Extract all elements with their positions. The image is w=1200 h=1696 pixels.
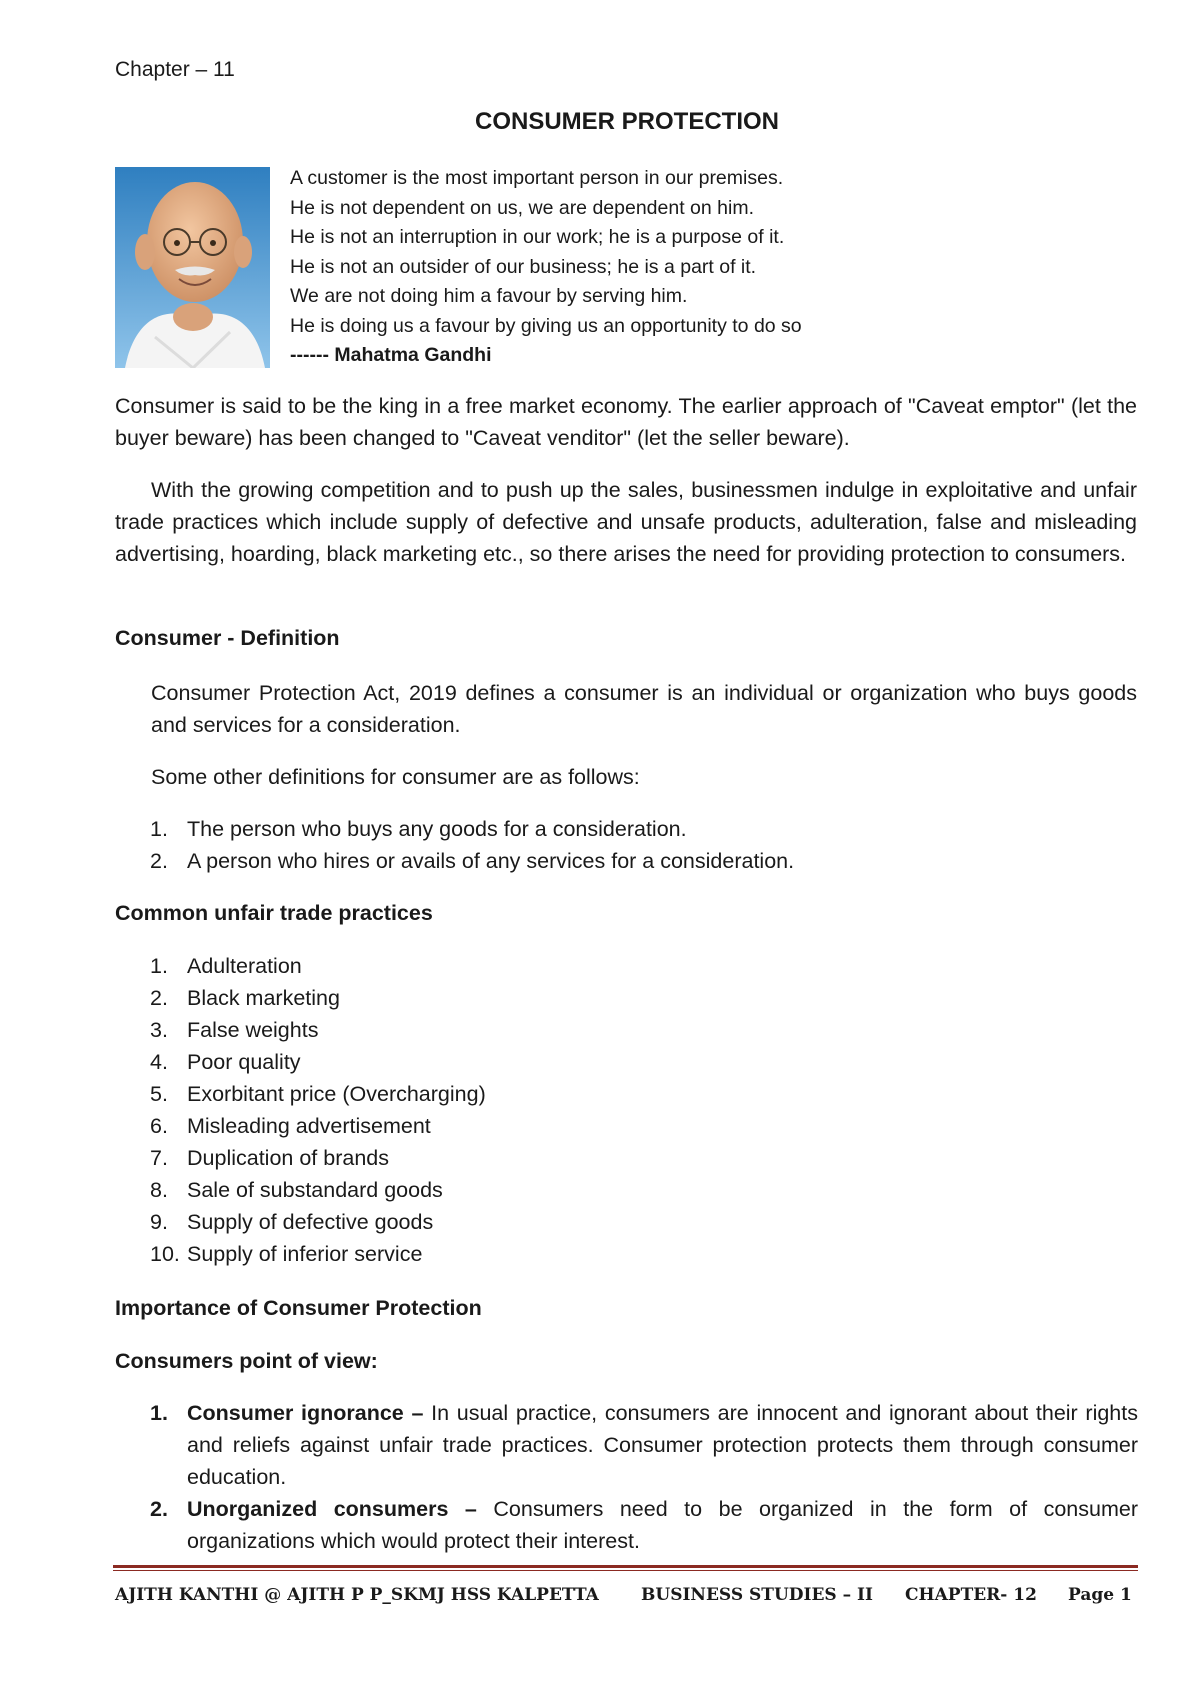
list-item: [150, 1046, 1138, 1078]
list-item: [150, 845, 1138, 877]
definition-paragraph: Consumer Protection Act, 2019 defines a consumer is an individual or organization who buys goods and services for a consideration.: [151, 681, 1137, 737]
list-text: Misleading advertisement: [187, 1114, 431, 1138]
list-text: Consumers need to be organized in the form of consumer organizations which would protect their interest.: [187, 1497, 1138, 1553]
list-text: Exorbitant price (Overcharging): [187, 1082, 486, 1106]
quote-author: ------ Mahatma Gandhi: [290, 344, 492, 366]
list-number: 10.: [150, 1242, 180, 1266]
list-number: 4.: [150, 1050, 168, 1074]
list-number: 1.: [150, 817, 168, 841]
list-number: 7.: [150, 1146, 168, 1170]
list-text: In usual practice, consumers are innocent and ignorant about their rights and reliefs against unfair trade practices. Consumer protection protects them through consumer education.: [187, 1401, 1138, 1489]
footer-chapter: CHAPTER- 12: [905, 1585, 1037, 1605]
list-number: 6.: [150, 1114, 168, 1138]
list-text: Black marketing: [187, 986, 340, 1010]
unfair-practices-heading: Common unfair trade practices: [115, 901, 433, 925]
footer-rule: [113, 1565, 1138, 1568]
portrait-image: [115, 167, 270, 368]
intro-paragraph-2: With the growing competition and to push up the sales, businessmen indulge in exploitative and unfair trade practices which include supply of defective and unsafe products, adulteration, false and misleading advertising, hoarding, black marketing etc., so there arises the need for providing protection to consumers.: [115, 478, 1137, 566]
list-item: [150, 1174, 1138, 1206]
quote-line: We are not doing him a favour by serving him.: [290, 285, 688, 307]
list-number: 5.: [150, 1082, 168, 1106]
list-item: [150, 1014, 1138, 1046]
list-text: Duplication of brands: [187, 1146, 389, 1170]
footer-author: AJITH KANTHI @ AJITH P P_SKMJ HSS KALPETTA: [115, 1585, 599, 1605]
unfair-practices-list: [150, 950, 1138, 1270]
list-item: [150, 1493, 1138, 1557]
definition-heading: Consumer - Definition: [115, 626, 340, 650]
list-number: 2.: [150, 986, 168, 1010]
definition-intro: Some other definitions for consumer are as follows:: [151, 765, 640, 789]
list-text: Poor quality: [187, 1050, 301, 1074]
list-number: 1.: [150, 954, 168, 978]
definition-list: [150, 813, 1138, 877]
list-number: 1.: [150, 1401, 168, 1425]
quote-line: He is not an interruption in our work; he is a purpose of it.: [290, 226, 785, 248]
list-number: 3.: [150, 1018, 168, 1042]
list-item: [150, 1238, 1138, 1270]
list-item: [150, 1206, 1138, 1238]
list-text: Adulteration: [187, 954, 302, 978]
list-text: Sale of substandard goods: [187, 1178, 443, 1202]
chapter-label: Chapter – 11: [115, 58, 235, 81]
quote-line: A customer is the most important person in our premises.: [290, 167, 784, 189]
importance-list: [150, 1397, 1138, 1557]
importance-heading: Importance of Consumer Protection: [115, 1296, 482, 1320]
intro-paragraph-1: Consumer is said to be the king in a free market economy. The earlier approach of "Caveat emptor" (let the buyer beware) has been changed to "Caveat venditor" (let the seller beware).: [115, 394, 1137, 450]
list-item: [150, 1142, 1138, 1174]
list-text: False weights: [187, 1018, 319, 1042]
quote-line: He is not an outsider of our business; he is a part of it.: [290, 255, 757, 278]
consumer-view-subheading: Consumers point of view:: [115, 1349, 378, 1373]
footer-subject: BUSINESS STUDIES – II: [641, 1585, 873, 1605]
list-number: 2.: [150, 1497, 168, 1521]
list-item: [150, 813, 1138, 845]
list-text: The person who buys any goods for a consideration.: [187, 817, 687, 841]
list-text: Supply of defective goods: [187, 1210, 434, 1234]
list-text: Supply of inferior service: [187, 1242, 423, 1266]
list-text: A person who hires or avails of any services for a consideration.: [187, 849, 795, 873]
list-term: Consumer ignorance –: [187, 1401, 424, 1425]
gandhi-quote: [290, 164, 802, 371]
page-title: CONSUMER PROTECTION: [474, 108, 779, 135]
list-number: 2.: [150, 849, 168, 873]
quote-line: He is doing us a favour by giving us an opportunity to do so: [290, 314, 802, 337]
list-item: [150, 1078, 1138, 1110]
list-term: Unorganized consumers –: [187, 1497, 477, 1521]
list-item: [150, 950, 1138, 982]
list-item: [150, 1397, 1138, 1493]
quote-line: He is not dependent on us, we are dependent on him.: [290, 196, 754, 219]
footer-page-number: Page 1: [1068, 1585, 1132, 1605]
list-item: [150, 982, 1138, 1014]
list-number: 9.: [150, 1210, 168, 1234]
footer-rule-thin: [113, 1570, 1138, 1571]
list-number: 8.: [150, 1178, 168, 1202]
list-item: [150, 1110, 1138, 1142]
